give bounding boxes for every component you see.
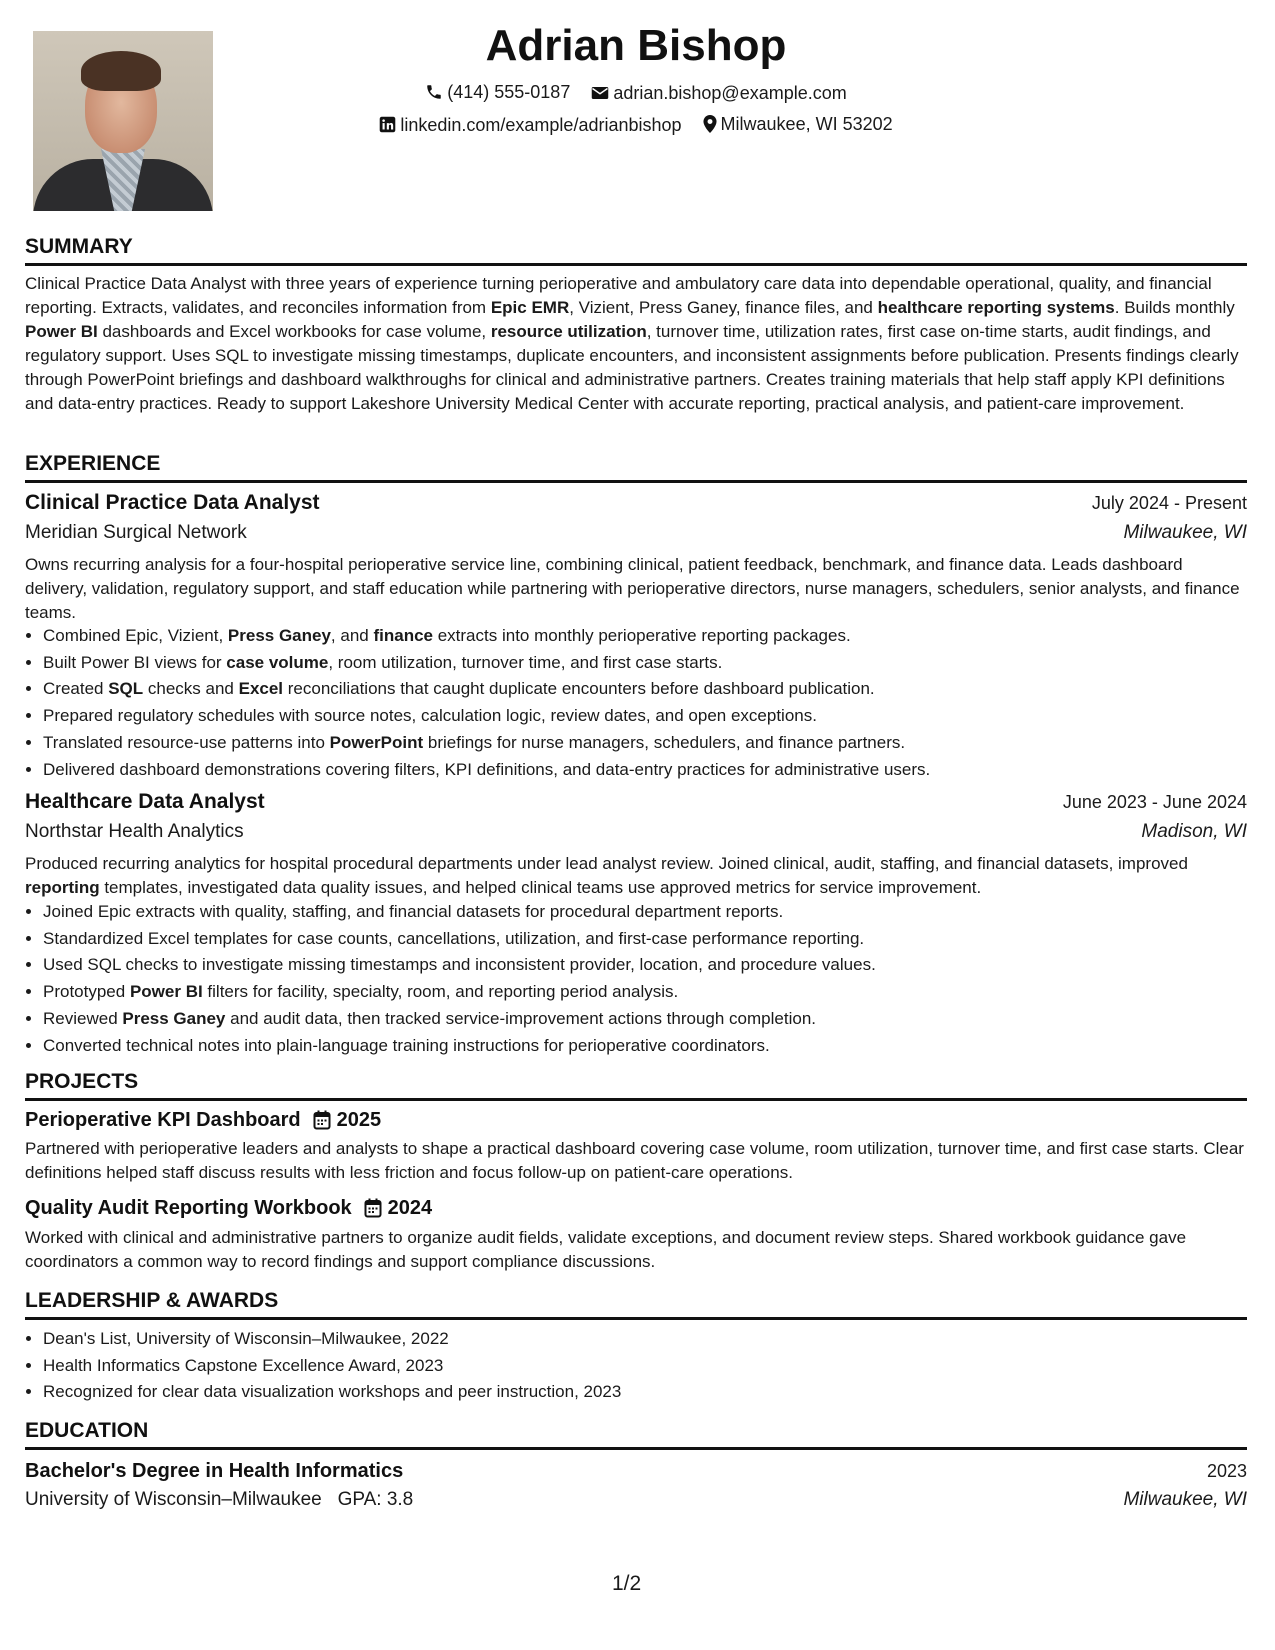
education-degree: Bachelor's Degree in Health Informatics (25, 1460, 404, 1482)
job-1-bullet-4: • Prepared regulatory schedules with source notes, calculation logic, review dates, and open exceptions. (43, 703, 1265, 730)
job-1-bullet-5: • Translated resource-use patterns into PowerPoint briefings for nurse managers, schedulers, and finance partners. (43, 730, 1265, 757)
project-1-description: Partnered with perioperative leaders and analysts to shape a practical dashboard covering case volume, room utilization, turnover time, and first case starts. Clear definitions helped staff discuss results with less friction and focus follow-up on patient-care operations. (25, 1139, 1244, 1182)
job-1-org: Meridian Surgical Network (25, 522, 247, 543)
job-1-bullets (25, 623, 1265, 783)
education-location: Milwaukee, WI (1123, 1489, 1247, 1510)
map-pin-icon (703, 115, 717, 133)
leadership-item-2: • Health Informatics Capstone Excellence Award, 2023 (43, 1353, 1265, 1380)
phone-icon (425, 83, 443, 101)
education-year: 2023 (1206, 1461, 1247, 1481)
project-2-name: Quality Audit Reporting Workbook (25, 1197, 352, 1219)
resume-page (25, 0, 1247, 1650)
job-1-location: Milwaukee, WI (1123, 522, 1247, 543)
contact-line-1 (25, 80, 1247, 107)
job-1-bullet-2: • Built Power BI views for case volume, room utilization, turnover time, and first case starts. (43, 650, 1265, 677)
summary-text: Clinical Practice Data Analyst with three years of experience turning perioperative and ambulatory care data into dependable operational, quality, and financial reporting. Extracts, validates, and reconciles information from Epic EMR, Vizient, Press Ganey, finance files, and healthcare reporting systems. Builds monthly Power BI dashboards and Excel workbooks for case volume, resource utilization, turnover time, utilization rates, first case on-time starts, audit findings, and regulatory support. Uses SQL to investigate missing timestamps, duplicate encounters, and inconsistent assignments before publication. Presents findings clearly through PowerPoint briefings and dashboard walkthroughs for clinical and administrative partners. Creates training materials that help staff apply KPI definitions and data-entry practices. Ready to support Lakeshore University Medical Center with accurate reporting, practical analysis, and patient-care improvement. (25, 274, 1239, 413)
job-2-org: Northstar Health Analytics (25, 821, 244, 842)
job-2-description: Produced recurring analytics for hospital procedural departments under lead analyst review. Joined clinical, audit, staffing, and financial datasets, improved reporting templates, investigated data quality issues, and helped clinical teams use approved metrics for service improvement. (25, 854, 1188, 897)
linkedin-text: linkedin.com/example/adrianbishop (400, 114, 682, 135)
page-number: 1/2 (612, 1572, 642, 1595)
project-2-title (25, 1195, 432, 1221)
linkedin-icon (379, 116, 396, 133)
job-2-bullet-3: • Used SQL checks to investigate missing timestamps and inconsistent provider, location, and procedure values. (43, 952, 1265, 979)
job-2-location: Madison, WI (1141, 821, 1247, 842)
email-contact[interactable] (591, 81, 846, 105)
job-2-dates: June 2023 - June 2024 (1062, 792, 1247, 812)
candidate-name: Adrian Bishop (485, 21, 787, 70)
summary-heading: SUMMARY (25, 234, 1247, 266)
experience-heading: EXPERIENCE (25, 451, 1247, 483)
project-2-description: Worked with clinical and administrative partners to organize audit fields, validate exceptions, and document review steps. Shared workbook guidance gave coordinators a common way to record findings and support compliance discussions. (25, 1228, 1187, 1271)
job-2-bullet-6: • Converted technical notes into plain-language training instructions for perioperative coordinators. (43, 1033, 1265, 1060)
job-2-bullet-4: • Prototyped Power BI filters for facility, specialty, room, and reporting period analysis. (43, 979, 1265, 1006)
project-1-year: 2025 (336, 1109, 382, 1131)
job-2-bullet-2: • Standardized Excel templates for case counts, cancellations, utilization, and first-case performance reporting. (43, 926, 1265, 953)
job-2-bullet-1: • Joined Epic extracts with quality, staffing, and financial datasets for procedural department reports. (43, 899, 1265, 926)
job-1-dates: July 2024 - Present (1091, 493, 1247, 513)
linkedin-contact[interactable] (379, 113, 681, 137)
education-heading: EDUCATION (25, 1418, 1247, 1450)
project-1-title (25, 1107, 381, 1133)
leadership-heading: LEADERSHIP & AWARDS (25, 1288, 1247, 1320)
email-text: adrian.bishop@example.com (613, 83, 847, 103)
job-1-role: Clinical Practice Data Analyst (25, 491, 320, 514)
leadership-list (25, 1326, 1265, 1406)
project-2-year: 2024 (387, 1197, 433, 1219)
job-1-description: Owns recurring analysis for a four-hospital perioperative service line, combining clinical, patient feedback, benchmark, and finance data. Leads dashboard delivery, validation, regulatory support, and staff education while partnering with perioperative directors, nurse managers, schedulers, senior analysts, and finance teams. (25, 555, 1240, 622)
job-1-bullet-6: • Delivered dashboard demonstrations covering filters, KPI definitions, and data-entry practices for administrative users. (43, 757, 1265, 784)
leadership-item-3: • Recognized for clear data visualization workshops and peer instruction, 2023 (43, 1379, 1265, 1406)
calendar-icon (364, 1198, 382, 1218)
job-2-role: Healthcare Data Analyst (25, 790, 265, 813)
location-contact (703, 112, 893, 136)
leadership-item-1: • Dean's List, University of Wisconsin–Milwaukee, 2022 (43, 1326, 1265, 1353)
projects-heading: PROJECTS (25, 1069, 1247, 1101)
education-gpa: GPA: 3.8 (337, 1489, 414, 1510)
education-school: University of Wisconsin–Milwaukee (25, 1489, 322, 1510)
envelope-icon (591, 85, 609, 101)
job-1-bullet-3: • Created SQL checks and Excel reconciliations that caught duplicate encounters before dashboard publication. (43, 676, 1265, 703)
location-text: Milwaukee, WI 53202 (720, 114, 893, 134)
job-1-bullet-1: • Combined Epic, Vizient, Press Ganey, and finance extracts into monthly perioperative reporting packages. (43, 623, 1265, 650)
phone-text: (414) 555-0187 (447, 82, 571, 102)
job-2-bullets (25, 899, 1265, 1059)
contact-line-2 (25, 112, 1247, 139)
education-school-line (25, 1487, 413, 1513)
job-2-bullet-5: • Reviewed Press Ganey and audit data, then tracked service-improvement actions through completion. (43, 1006, 1265, 1033)
phone-contact (425, 80, 570, 104)
project-1-name: Perioperative KPI Dashboard (25, 1109, 301, 1131)
calendar-icon (313, 1110, 331, 1130)
